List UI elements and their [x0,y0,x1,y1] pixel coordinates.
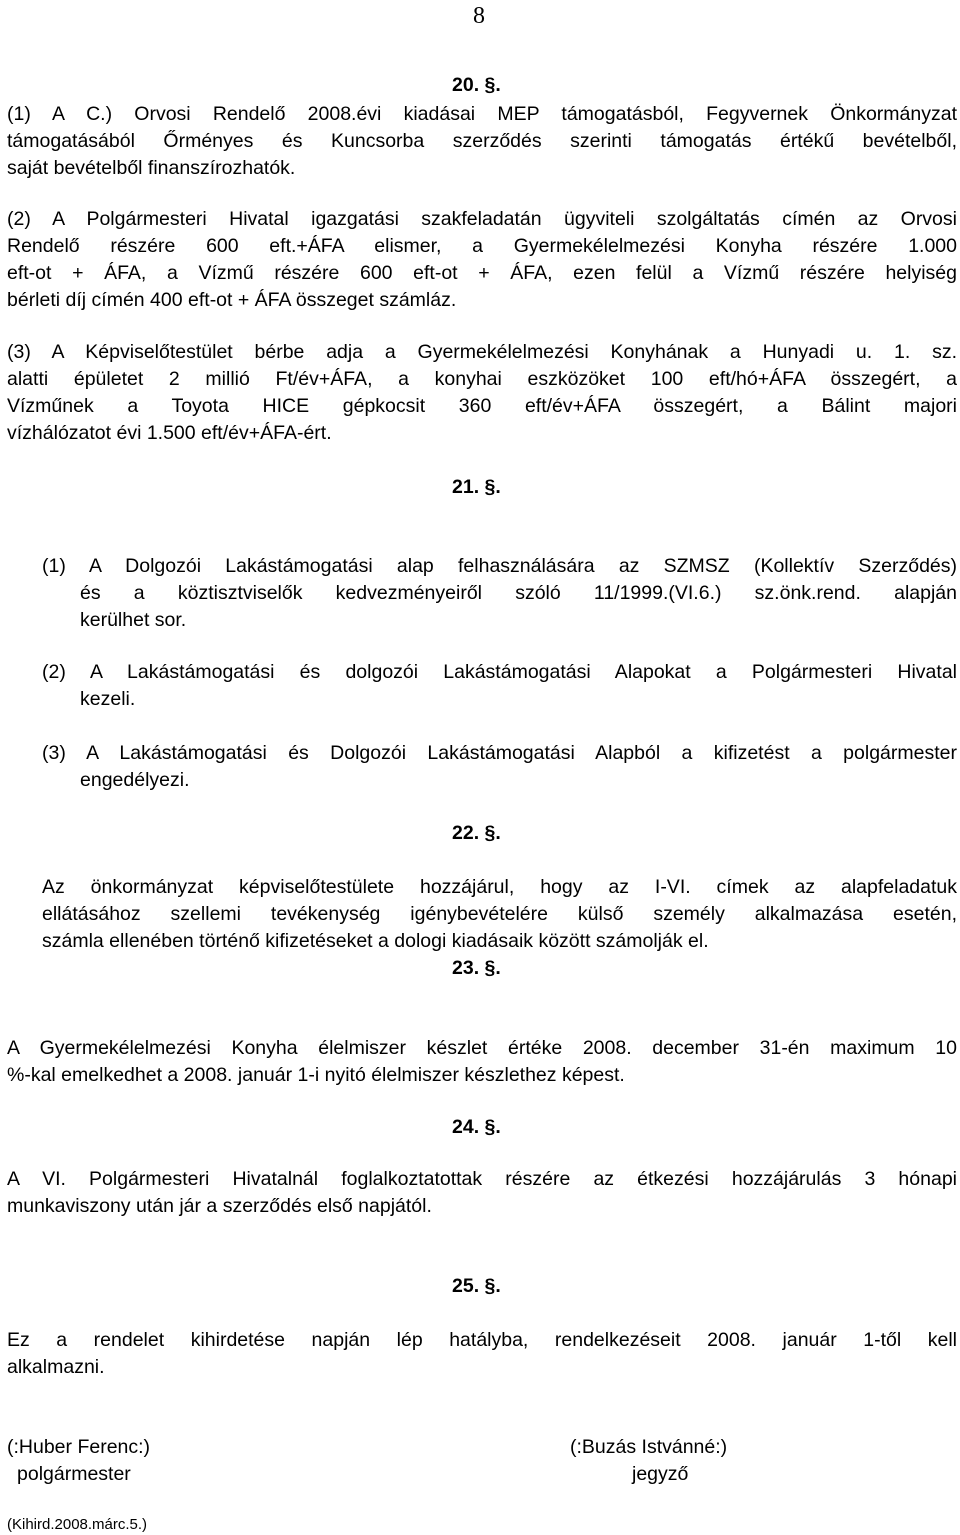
para-20-3-line-2: alatti épületet 2 millió Ft/év+ÁFA, a konyhai eszközöket 100 eft/hó+ÁFA összegért, a [7,368,957,390]
para-20-2-line-1: (2) A Polgármesteri Hivatal igazgatási szakfeladatán ügyviteli szolgáltatás címén az Orvosi [7,208,957,230]
signature-notary-title: jegyző [632,1463,689,1485]
para-20-2-line-2: Rendelő részére 600 eft.+ÁFA elismer, a Gyermekélelmezési Konyha részére 1.000 [7,235,957,257]
section-heading-20: 20. §. [452,74,501,96]
para-23-line-2: %-kal emelkedhet a 2008. január 1-i nyitó élelmiszer készlethez képest. [7,1064,625,1086]
para-22-line-1: Az önkormányzat képviselőtestülete hozzájárul, hogy az I-VI. címek az alapfeladatuk [42,876,957,898]
para-21-1-line-1: (1) A Dolgozói Lakástámogatási alap felhasználására az SZMSZ (Kollektív Szerződés) [42,555,957,577]
promulgation-note: (Kihird.2008.márc.5.) [7,1516,148,1533]
para-20-2-line-4: bérleti díj címén 400 eft-ot + ÁFA összeget számláz. [7,289,457,311]
para-20-1-line-1: (1) A C.) Orvosi Rendelő 2008.évi kiadásai MEP támogatásból, Fegyvernek Önkormányzat [7,103,957,125]
para-20-1-line-3: saját bevételből finanszírozhatók. [7,157,296,179]
para-21-3-line-1: (3) A Lakástámogatási és Dolgozói Lakástámogatási Alapból a kifizetést a polgármester [42,742,957,764]
para-20-1-line-2: támogatásából Őrményes és Kuncsorba szerződés szerinti támogatás értékű bevételből, [7,130,957,152]
section-heading-21: 21. §. [452,476,501,498]
para-24-line-2: munkaviszony után jár a szerződés első napjától. [7,1195,432,1217]
para-21-3-line-2: engedélyezi. [80,769,190,791]
para-21-2-line-1: (2) A Lakástámogatási és dolgozói Lakástámogatási Alapokat a Polgármesteri Hivatal [42,661,957,683]
para-21-1-line-2: és a köztisztviselők kedvezményeiről szóló 11/1999.(VI.6.) sz.önk.rend. alapján [80,582,957,604]
para-25-line-2: alkalmazni. [7,1356,105,1378]
para-20-3-line-4: vízhálózatot évi 1.500 eft/év+ÁFA-ért. [7,422,332,444]
para-25-line-1: Ez a rendelet kihirdetése napján lép hatályba, rendelkezéseit 2008. január 1-től kell [7,1329,957,1351]
section-heading-22: 22. §. [452,822,501,844]
para-20-3-line-1: (3) A Képviselőtestület bérbe adja a Gyermekélelmezési Konyhának a Hunyadi u. 1. sz. [7,341,957,363]
signature-mayor-title: polgármester [17,1463,131,1485]
para-24-line-1: A VI. Polgármesteri Hivatalnál foglalkoztatottak részére az étkezési hozzájárulás 3 hónapi [7,1168,957,1190]
page-number: 8 [473,3,485,29]
signature-mayor-name: (:Huber Ferenc:) [7,1436,151,1458]
para-23-line-1: A Gyermekélelmezési Konyha élelmiszer készlet értéke 2008. december 31-én maximum 10 [7,1037,957,1059]
para-21-1-line-3: kerülhet sor. [80,609,187,631]
para-21-2-line-2: kezeli. [80,688,136,710]
para-20-3-line-3: Vízműnek a Toyota HICE gépkocsit 360 eft/év+ÁFA összegért, a Bálint majori [7,395,957,417]
section-heading-25: 25. §. [452,1275,501,1297]
section-heading-24: 24. §. [452,1116,501,1138]
signature-notary-name: (:Buzás Istvánné:) [570,1436,728,1458]
para-20-2-line-3: eft-ot + ÁFA, a Vízmű részére 600 eft-ot + ÁFA, ezen felül a Vízmű részére helyiség [7,262,957,284]
section-heading-23: 23. §. [452,957,501,979]
para-22-line-3: számla ellenében történő kifizetéseket a dologi kiadásaik között számolják el. [42,930,709,952]
para-22-line-2: ellátásához szellemi tevékenység igénybevételére külső személy alkalmazása esetén, [42,903,957,925]
